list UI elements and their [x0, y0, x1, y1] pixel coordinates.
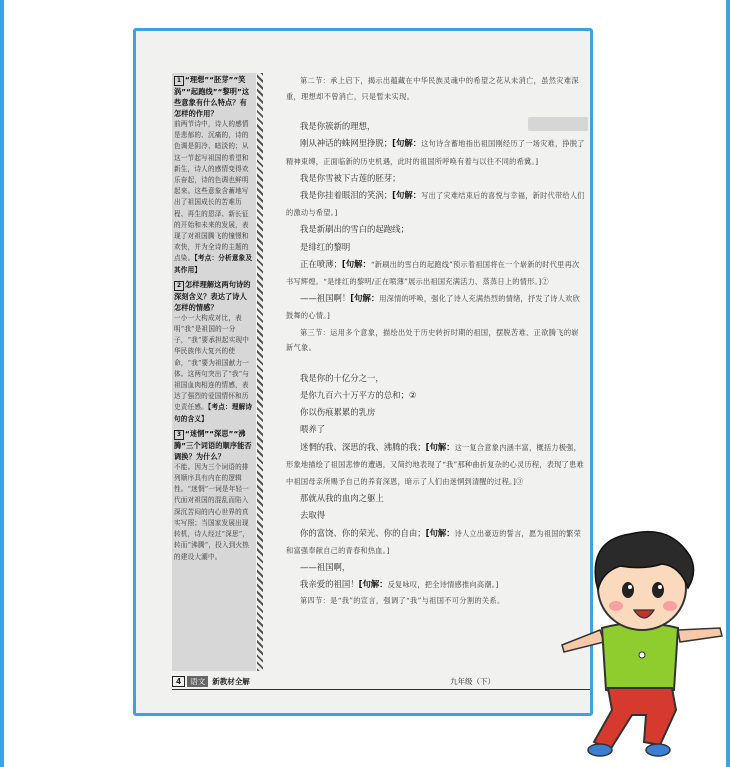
- poem-line-text: 是绯红的黎明: [300, 241, 351, 252]
- sidebar-note-block: [172, 73, 256, 278]
- page-footer: [172, 676, 572, 690]
- sidebar-question: [174, 428, 254, 462]
- question-number: 2: [174, 281, 184, 291]
- poem-line-text: 我是新刷出的雪白的起跑线；: [300, 224, 409, 235]
- textbook-page: [133, 28, 593, 716]
- footer-rule: [172, 689, 592, 690]
- poem-line-text: 我是你的十亿分之一，: [300, 372, 384, 383]
- subject-label: 语文: [187, 676, 208, 687]
- sidebar-question: [174, 279, 254, 313]
- line-explanation: 诗人立出豪迈的誓言，愿为祖国的繁荣和富强奉献自己的青春和热血。]: [286, 528, 582, 555]
- sidebar-divider: [257, 73, 263, 671]
- poem-line-text: 迷惘的我、深思的我、沸腾的我；: [300, 441, 426, 452]
- poem-main-column: [286, 73, 586, 673]
- poem-line: [286, 576, 586, 593]
- cartoon-boy-illustration: [560, 510, 730, 767]
- sidebar-answer: [174, 462, 254, 563]
- line-explanation-label: [句解：: [350, 293, 380, 304]
- sidebar-answer: [174, 119, 254, 276]
- poem-line-text: 是你九百六十万平方的总和；②: [300, 390, 417, 401]
- line-explanation-label: [句解：: [392, 138, 422, 149]
- sidebar-note-block: [172, 278, 256, 427]
- poem-line: [286, 559, 586, 576]
- section-note: 第二节：承上启下，揭示出蕴藏在中华民族灵魂中的希望之花从未消亡，虽然灾难深重，理想却不曾消亡，只是暂未实现。: [286, 76, 579, 101]
- line-explanation-label: [句解：: [392, 190, 422, 200]
- poem-line-text: 我亲爱的祖国！: [300, 579, 359, 590]
- annotation-sidebar: [172, 73, 256, 671]
- poem-stanza: [286, 370, 586, 594]
- poem-line-text: 那就从我的血肉之躯上: [300, 493, 384, 504]
- sidebar-question: [174, 74, 254, 119]
- poem-line: [286, 404, 586, 421]
- poem-line: [286, 256, 586, 290]
- line-explanation: 写出了灾难结束后的喜悦与幸福，新时代带给人们的激动与希望。]: [286, 191, 585, 218]
- poem-line: [286, 387, 586, 404]
- poem-line-text: 你以伤痕累累的乳房: [300, 407, 376, 418]
- poem-line-text: 我是你挂着眼泪的笑涡；: [300, 190, 393, 200]
- poem-line: [286, 239, 586, 256]
- poem-line: [286, 170, 586, 187]
- line-explanation: 这句诗含蓄地指出祖国刚经历了一场灾难，挣脱了精神束缚，正面临新的历史机遇，此时的祖国所呼唤有着与以往不同的希冀。]: [286, 139, 585, 166]
- answer-text: 前两节诗中，诗人的感情是悲郁的、沉痛的，诗的色调是阴冷、暗淡的；从这一节起写祖国的希望和新生，诗人的感情变得欢乐奋起，诗的色调也鲜明起来。这些意象含蓄地写出了祖国成长的苦难历程、再生的恩泽、新长征的开始和未来的发展，表现了对祖国腾飞的憧憬和欢快，并为全诗的主题的点染。: [174, 120, 249, 263]
- poem-line-text: 正在喷薄；: [300, 258, 342, 269]
- poem-line-text: 刚从神话的蛛网里挣脱；: [300, 138, 393, 149]
- exam-point-tag: 【考点：理解诗句的含义】: [174, 403, 253, 423]
- bleed-through-mark: [528, 117, 588, 131]
- line-explanation-label: [句解：: [341, 258, 371, 269]
- answer-text: 不能。因为三个词语的排列顺序具有内在的逻辑性。“迷惘”一词是年轻一代面对祖国的混乱而陷入深沉苦闷的内心世界的真实写照；当国家发展出现转机，诗人经过“深思”，转而“沸腾”，投入到火热的建设大潮中。: [174, 462, 250, 561]
- poem-line-text: 我是你簇新的理想，: [300, 121, 376, 132]
- poem-line: [286, 421, 586, 438]
- line-explanation: 用深情的呼唤，强化了诗人充满热烈的情绪，抒发了诗人欢欣鼓舞的心情。]: [286, 294, 581, 321]
- question-number: 1: [174, 76, 184, 86]
- page-number: 4: [172, 676, 185, 687]
- poem-stanza: [286, 118, 586, 324]
- poem-line-text: ——祖国啊，: [300, 562, 351, 573]
- question-text: “迷惘”“深思”“沸腾”三个词语的顺序能否调换？为什么？: [174, 428, 252, 461]
- poem-line: [286, 187, 586, 221]
- line-explanation-label: [句解：: [425, 441, 455, 452]
- poem-line-text: 你的富饶、你的荣光、你的自由；: [300, 527, 426, 538]
- book-title: 新教材全解: [212, 677, 250, 686]
- section-note: 第三节：运用多个意象，描绘出处于历史转折时期的祖国，摆脱苦难、正欲腾飞的崭新气象。: [286, 327, 579, 353]
- poem-line-text: 去取得: [300, 510, 326, 521]
- line-explanation: 这一复合意象内涵丰富，概括力极强，形象地描绘了祖国悲惨的遭遇，又简约地表现了“我”那种曲折复杂的心灵历程，表现了患难中祖国母亲所赐予自己的养育深恩，暗示了人们由迷惘到清醒的过程。]③: [286, 442, 584, 487]
- poem-line: [286, 221, 586, 238]
- sidebar-note-block: [172, 427, 256, 565]
- section-note: 第四节：是“我”的宣言，强调了“我”与祖国不可分割的关系。: [300, 596, 505, 606]
- line-explanation: “新刷出的雪白的起跑线”预示着祖国将在一个崭新的时代里再次书写辉煌。“是绯红的黎明/正在喷薄”展示出祖国充满活力、蒸蒸日上的情形。]②: [286, 259, 580, 287]
- poem-line: [286, 439, 586, 491]
- answer-text: 一小一大构成对比，表明“我”是祖国的一分子，“我”要承担起实现中华民族伟大复兴的使命，“我”要为祖国献力一体。这两句突出了“我”与祖国血肉相连的情感，表达了强烈的爱国情怀和历史责任感。: [174, 313, 250, 412]
- sidebar-answer: [174, 313, 254, 425]
- poem-line: [286, 525, 586, 559]
- line-explanation-label: [句解：: [358, 579, 388, 590]
- exam-point-tag: 【考点：分析意象及其作用】: [174, 254, 253, 274]
- poem-line: [286, 135, 586, 169]
- poem-line-text: 喂养了: [300, 424, 326, 435]
- question-text: 怎样理解这两句诗的深刻含义？表达了诗人怎样的情感？: [174, 279, 251, 312]
- poem-line-text: ——祖国啊！: [300, 293, 351, 304]
- grade-label: 九年级（下）: [450, 677, 495, 686]
- poem-line: [286, 490, 586, 507]
- poem-line-text: 我是你雪被下古莲的胚芽；: [300, 172, 401, 183]
- question-number: 3: [174, 430, 184, 440]
- poem-line: [286, 507, 586, 524]
- question-text: “理想”“胚芽”“笑涡”“起跑线”“黎明”这些意象有什么特点？有怎样的作用？: [174, 75, 250, 118]
- line-explanation-label: [句解：: [425, 527, 455, 538]
- poem-line: [286, 370, 586, 387]
- poem-line: [286, 290, 586, 324]
- line-explanation: 反复咏叹，把全诗情感推向高潮。]: [387, 580, 499, 590]
